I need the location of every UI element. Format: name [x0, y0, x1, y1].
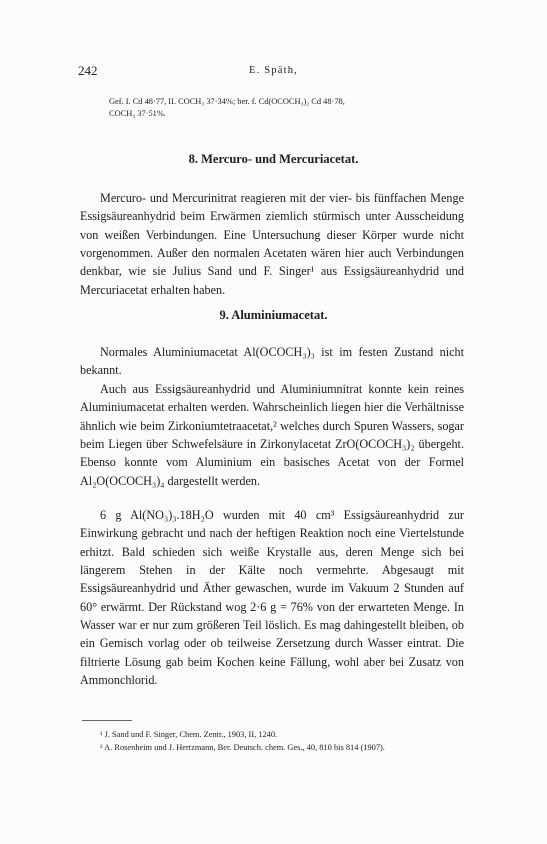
footnote-1: ¹ J. Sand und F. Singer, Chem. Zentr., 1903, II, 1240. — [100, 730, 278, 739]
section-9-heading: 9. Aluminiumacetat. — [219, 308, 328, 322]
section-9-paragraph-2: Auch aus Essigsäureanhydrid und Aluminiumnitrat konnte kein reines Aluminiumacetat erhalten werden. Wahrscheinlich liegen hier die Verhältnisse ähnlich wie beim Zirkoniumtetraacetat,² welches durch Spuren Wassers, sogar beim Liegen über Schwefelsäure in Zirkonylacetat ZrO(OCOCH₃)₂ übergeht. Ebenso konnte vom Aluminium ein basisches Acetat von der Formel Al₂O(OCOCH₃)₄ dargestellt werden. — [80, 382, 464, 488]
running-head: E. Späth, — [248, 65, 298, 76]
analysis-line-2: COCH₃ 37·51%. — [109, 109, 166, 118]
analysis-line-1: Gef. I. Cd 48·77, II. COCH₃ 37·34%; ber. f. Cd(OCOCH₃)₂ Cd 48·78, — [109, 97, 345, 106]
section-9-paragraph-3: 6 g Al(NO₃)₃.18H₂O wurden mit 40 cm³ Essigsäureanhydrid zur Einwirkung gebracht und nach der heftigen Reaktion noch eine Viertelstunde erhitzt. Bald schieden sich weiße Krystalle aus, deren Menge sich bei längerem Stehen in der Kälte noch vermehrte. Abgesaugt mit Essigsäureanhydrid und Äther gewaschen, wurde im Vakuum 2 Stunden auf 60° erwärmt. Der Rückstand wog 2·6 g = 76% von der erwarteten Menge. In Wasser war er nur zum größeren Teil löslich. Es mag dahingestellt bleiben, ob ein Gemisch vorlag oder ob teilweise Zersetzung durch Wasser eintrat. Die filtrierte Lösung gab beim Kochen keine Fällung, wohl aber bei Zusatz von Ammonchlorid. — [80, 508, 464, 687]
footnote-2: ² A. Rosenheim und J. Hertzmann, Ber. Deutsch. chem. Ges., 40, 810 bis 814 (1907). — [100, 743, 385, 752]
footnote-rule — [82, 720, 132, 721]
page-number: 242 — [78, 63, 98, 78]
section-8-paragraph: Mercuro- und Mercurinitrat reagieren mit der vier- bis fünffachen Menge Essigsäureanhydrid beim Erwärmen ziemlich stürmisch unter Ausscheidung von weißen Verbindungen. Eine Untersuchung dieser Körper wurde nicht vorgenommen. Außer den normalen Acetaten wären hier auch Verbindungen denkbar, wie sie Julius Sand und F. Singer¹ aus Essigsäureanhydrid und Mercuriacetat erhalten haben. — [80, 191, 464, 297]
section-8-heading: 8. Mercuro- und Mercuriacetat. — [188, 152, 359, 166]
section-9-paragraph-1: Normales Aluminiumacetat Al(OCOCH₃)₃ ist im festen Zustand nicht bekannt. — [80, 345, 464, 378]
analysis-results — [109, 96, 469, 120]
